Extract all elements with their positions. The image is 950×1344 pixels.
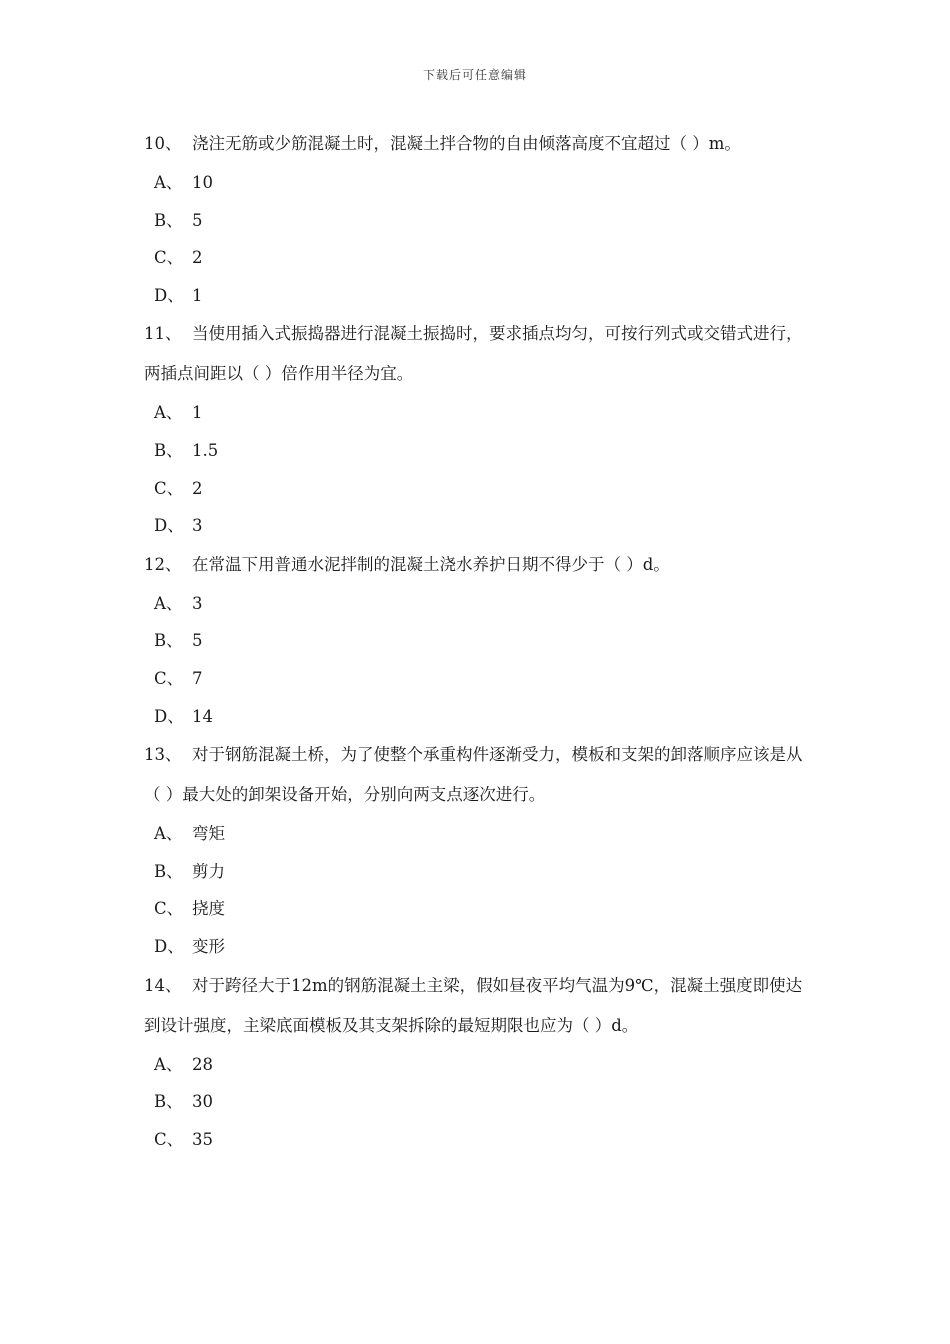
option-text: 变形 xyxy=(192,936,225,956)
option xyxy=(144,585,810,623)
option-text: 35 xyxy=(192,1129,213,1149)
option xyxy=(144,239,810,277)
option-letter: A、 xyxy=(154,824,183,844)
option-letter: A、 xyxy=(154,173,183,192)
option-letter: B、 xyxy=(154,861,183,881)
question-stem xyxy=(144,966,810,1046)
option xyxy=(144,815,810,853)
option-text: 3 xyxy=(192,593,203,613)
option-letter: A、 xyxy=(154,403,183,423)
option xyxy=(144,394,810,432)
option-letter: A、 xyxy=(154,1054,183,1074)
option-letter: D、 xyxy=(154,936,184,956)
question-stem xyxy=(144,545,810,585)
option-text: 1.5 xyxy=(192,440,219,460)
option-letter: C、 xyxy=(154,1129,184,1149)
question-number: 10、 xyxy=(144,134,182,153)
option-text: 1 xyxy=(192,403,203,423)
question-block xyxy=(144,124,810,314)
option-letter: B、 xyxy=(154,440,183,460)
question-stem xyxy=(144,314,810,394)
option-text: 挠度 xyxy=(192,899,225,919)
option-text: 14 xyxy=(192,706,213,726)
option xyxy=(144,622,810,660)
question-number: 12、 xyxy=(144,554,182,574)
question-text: 对于跨径大于12m的钢筋混凝土主梁，假如昼夜平均气温为9℃，混凝土强度即使达到设计强度，主梁底面模板及其支架拆除的最短期限也应为（ ）d。 xyxy=(144,975,803,1035)
option xyxy=(144,277,810,315)
option xyxy=(144,1083,810,1121)
question-stem xyxy=(144,735,810,815)
option xyxy=(144,890,810,928)
option-letter: D、 xyxy=(154,706,184,726)
option-text: 7 xyxy=(192,668,203,688)
option-text: 1 xyxy=(192,285,203,305)
option xyxy=(144,928,810,966)
option xyxy=(144,202,810,240)
question-text: 浇注无筋或少筋混凝土时，混凝土拌合物的自由倾落高度不宜超过（ ）m。 xyxy=(192,134,741,153)
option xyxy=(144,698,810,736)
question-number: 14、 xyxy=(144,975,182,995)
question-text: 对于钢筋混凝土桥，为了使整个承重构件逐渐受力，模板和支架的卸落顺序应该是从（ ）最大处的卸架设备开始，分别向两支点逐次进行。 xyxy=(144,745,803,805)
question-block xyxy=(144,966,810,1159)
option xyxy=(144,470,810,508)
option-text: 28 xyxy=(192,1054,213,1074)
option xyxy=(144,507,810,545)
option-letter: D、 xyxy=(154,285,184,305)
option xyxy=(144,660,810,698)
option-letter: A、 xyxy=(154,593,183,613)
option-text: 3 xyxy=(192,516,203,536)
option-letter: C、 xyxy=(154,478,184,498)
option-letter: B、 xyxy=(154,1092,183,1112)
option-letter: C、 xyxy=(154,248,184,268)
option-letter: C、 xyxy=(154,899,184,919)
option-letter: B、 xyxy=(154,631,183,651)
option-text: 2 xyxy=(192,478,203,498)
option-text: 5 xyxy=(192,210,203,230)
option xyxy=(144,853,810,891)
option-letter: C、 xyxy=(154,668,184,688)
question-number: 11、 xyxy=(144,324,182,344)
option-letter: B、 xyxy=(154,210,183,230)
option xyxy=(144,432,810,470)
question-text: 在常温下用普通水泥拌制的混凝土浇水养护日期不得少于（ ）d。 xyxy=(192,554,670,574)
question-block xyxy=(144,314,810,544)
question-number: 13、 xyxy=(144,745,182,765)
option-letter: D、 xyxy=(154,516,184,536)
option xyxy=(144,1046,810,1084)
option-text: 10 xyxy=(192,173,213,192)
option-text: 5 xyxy=(192,631,203,651)
option xyxy=(144,1121,810,1159)
option-text: 30 xyxy=(192,1092,213,1112)
question-stem xyxy=(144,124,810,164)
question-block xyxy=(144,545,810,735)
question-block xyxy=(144,735,810,965)
option xyxy=(144,164,810,202)
option-text: 2 xyxy=(192,248,203,268)
question-text: 当使用插入式振捣器进行混凝土振捣时，要求插点均匀，可按行列式或交错式进行，两插点间距以（ ）倍作用半径为宜。 xyxy=(144,324,803,384)
option-text: 剪力 xyxy=(192,861,225,881)
question-list xyxy=(144,124,810,1158)
option-text: 弯矩 xyxy=(192,824,225,844)
page-header: 下载后可任意编辑 xyxy=(422,68,527,82)
